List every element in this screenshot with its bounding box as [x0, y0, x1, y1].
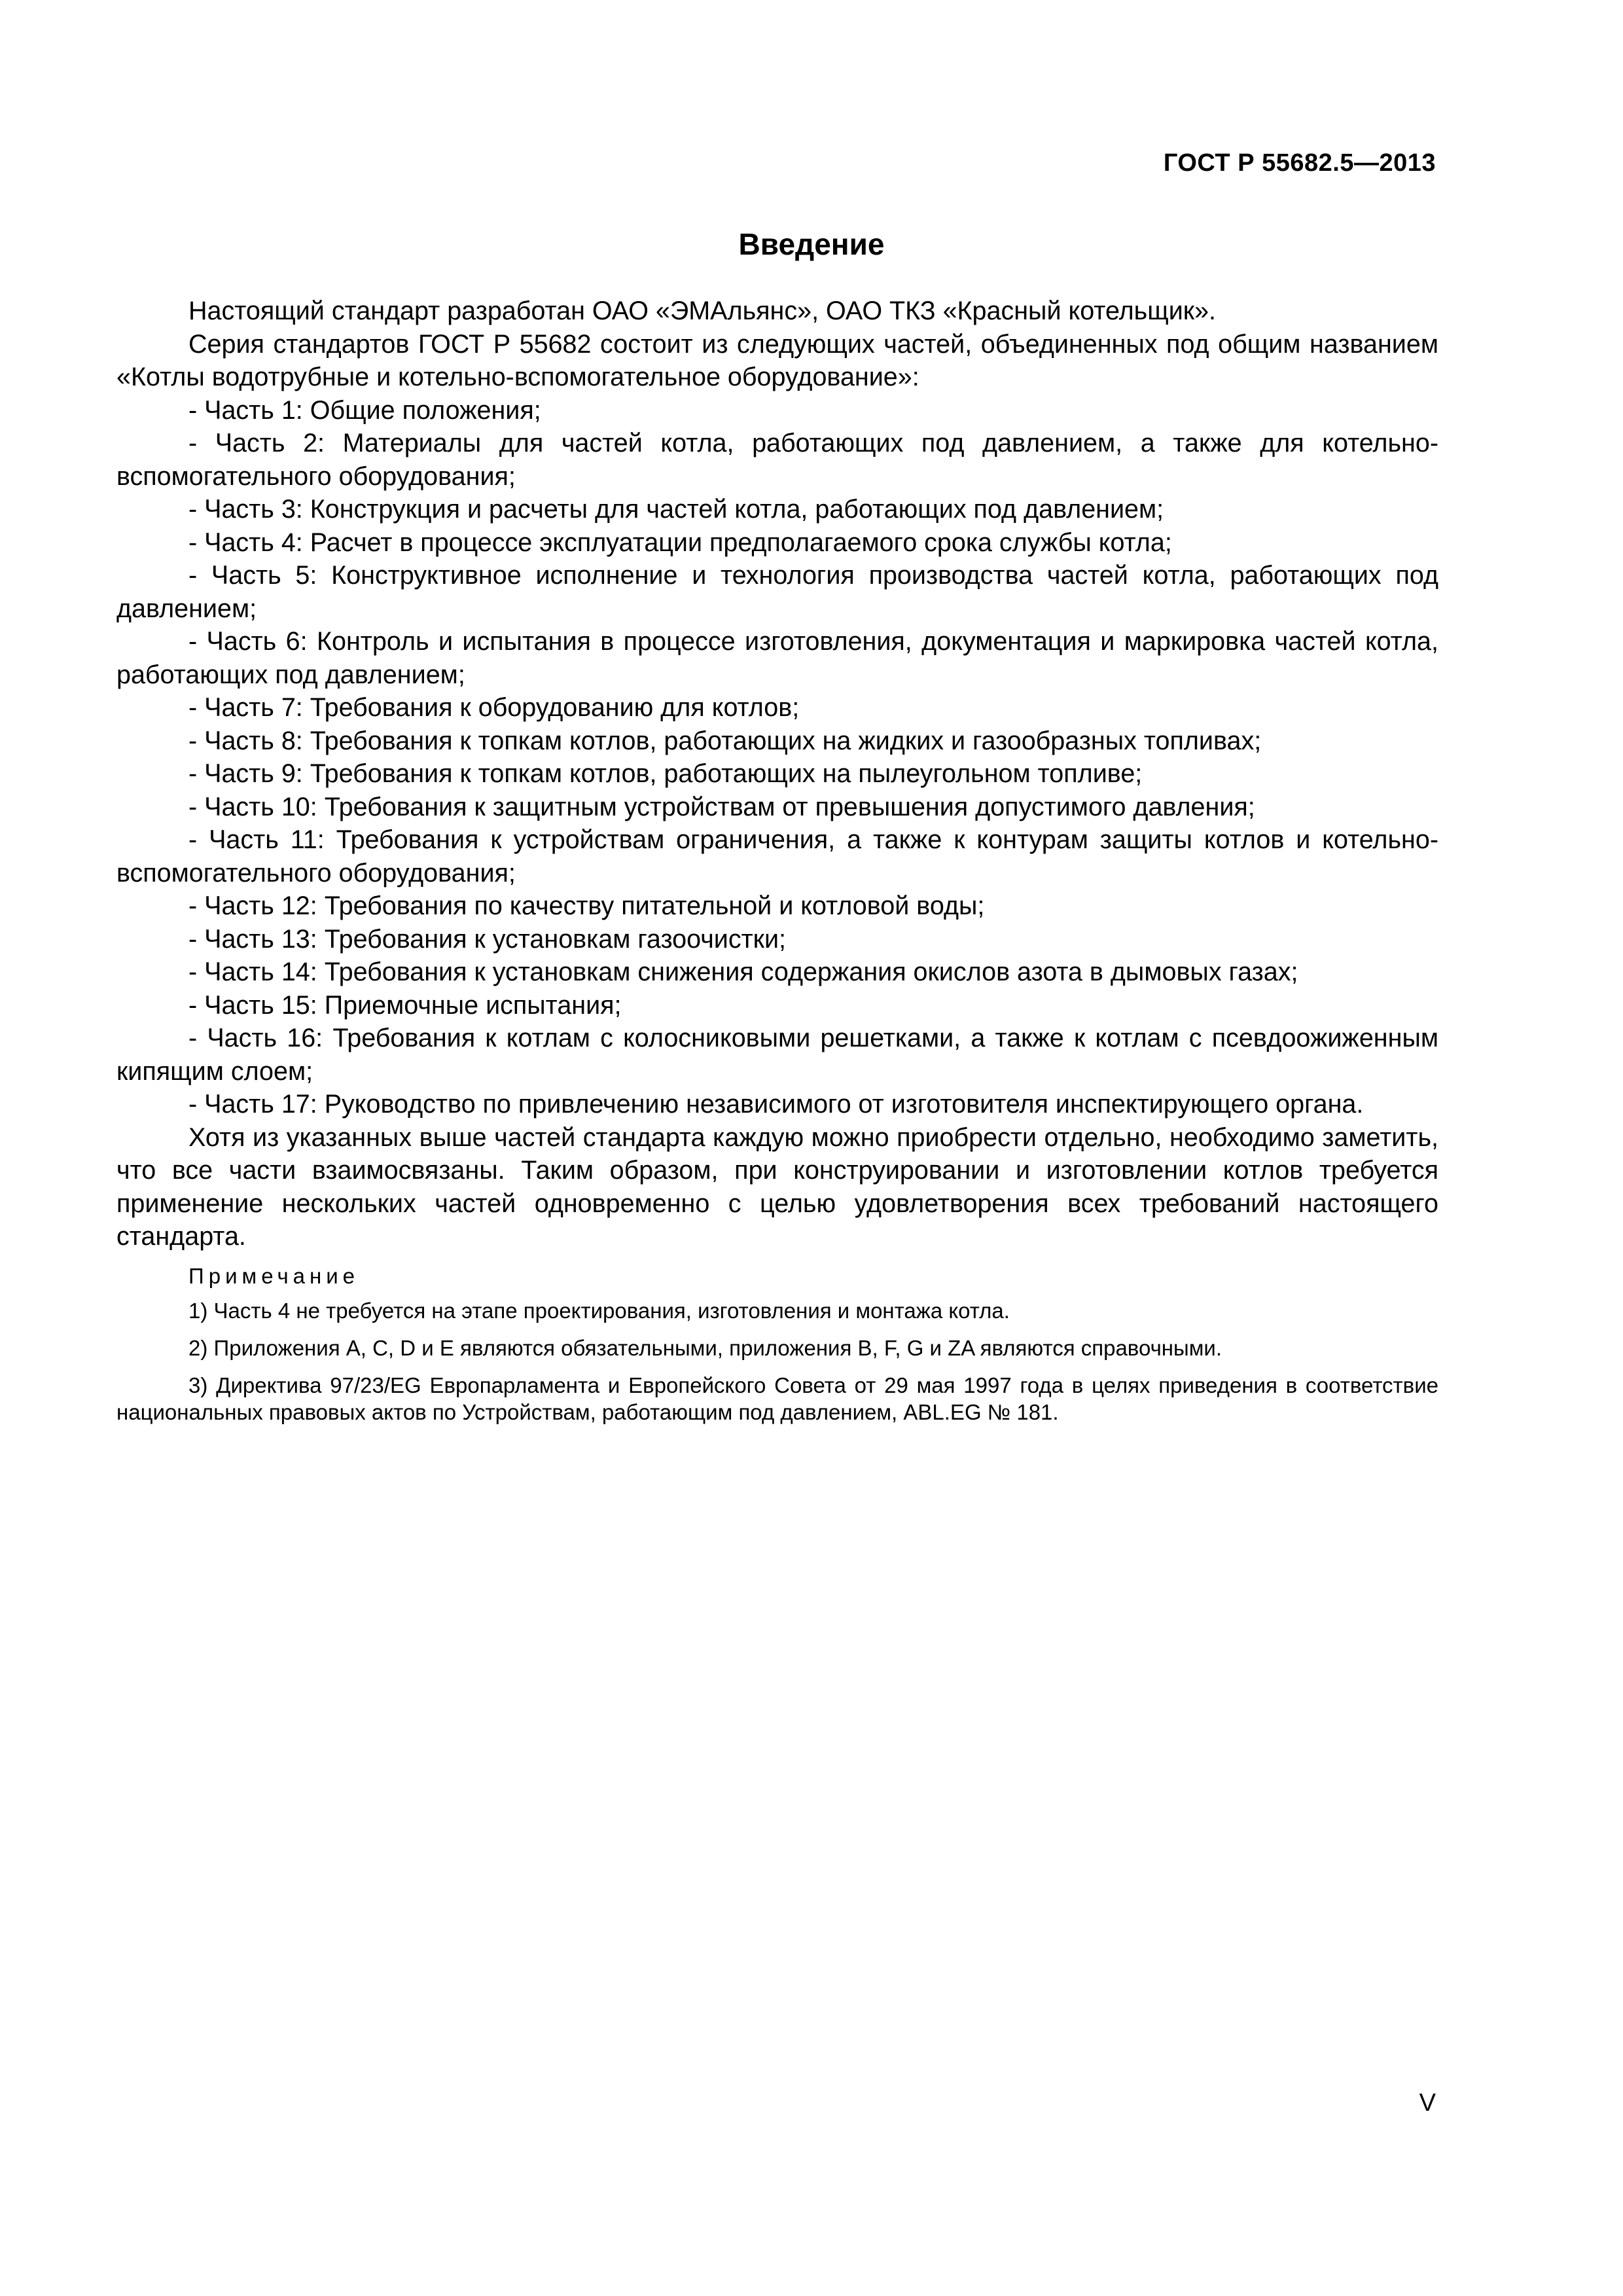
list-item: - Часть 3: Конструкция и расчеты для частей котла, работающих под давлением;	[188, 495, 1164, 524]
note-item: 3) Директива 97/23/EG Европарламента и Европейского Совета от 29 мая 1997 года в целях приведения в соответствие национальных правовых актов по Устройствам, работающим под давлением, ABL.EG № 181.	[116, 1372, 1438, 1424]
list-item: - Часть 12: Требования по качеству питательной и котловой воды;	[188, 891, 985, 920]
list-item: - Часть 15: Приемочные испытания;	[188, 990, 622, 1020]
list-item: - Часть 9: Требования к топкам котлов, работающих на пылеугольном топливе;	[188, 759, 1143, 788]
list-item: - Часть 10: Требования к защитным устройствам от превышения допустимого давления;	[188, 792, 1255, 821]
list-item: - Часть 8: Требования к топкам котлов, работающих на жидких и газообразных топливах;	[188, 726, 1262, 755]
paragraph: Настоящий стандарт разработан ОАО «ЭМАльянс», ОАО ТКЗ «Красный котельщик».	[188, 296, 1217, 325]
page-number: V	[1419, 2089, 1436, 2117]
notes-block	[116, 1263, 1438, 1426]
list-item: - Часть 11: Требования к устройствам ограничения, а также к контурам защиты котлов и котельно-вспомогательного оборудования;	[116, 825, 1438, 888]
document-code: ГОСТ Р 55682.5—2013	[1163, 149, 1436, 177]
notes-title: Примечание	[188, 1263, 360, 1288]
note-item: 2) Приложения А, С, D и Е являются обязательными, приложения В, F, G и ZA являются справочными.	[188, 1335, 1222, 1360]
list-item: - Часть 17: Руководство по привлечению независимого от изготовителя инспектирующего органа.	[188, 1090, 1364, 1119]
body-text	[116, 295, 1438, 1436]
note-item: 1) Часть 4 не требуется на этапе проектирования, изготовления и монтажа котла.	[188, 1298, 1010, 1323]
paragraph: Серия стандартов ГОСТ Р 55682 состоит из следующих частей, объединенных под общим названием «Котлы водотрубные и котельно-вспомогательное оборудование»:	[116, 329, 1438, 391]
list-item: - Часть 2: Материалы для частей котла, работающих под давлением, а также для котельно-вспомогательного оборудования;	[116, 429, 1438, 491]
list-item: - Часть 1: Общие положения;	[188, 395, 541, 425]
list-item: - Часть 16: Требования к котлам с колосниковыми решетками, а также к котлам с псевдоожиженным кипящим слоем;	[116, 1024, 1438, 1086]
list-item: - Часть 6: Контроль и испытания в процессе изготовления, документация и маркировка частей котла, работающих под давлением;	[116, 627, 1438, 689]
list-item: - Часть 4: Расчет в процессе эксплуатации предполагаемого срока службы котла;	[188, 528, 1172, 557]
list-item: - Часть 14: Требования к установкам снижения содержания окислов азота в дымовых газах;	[188, 958, 1298, 986]
list-item: - Часть 13: Требования к установкам газоочистки;	[188, 924, 786, 954]
list-item: - Часть 7: Требования к оборудованию для котлов;	[188, 693, 800, 722]
list-item: - Часть 5: Конструктивное исполнение и технология производства частей котла, работающих под давлением;	[116, 561, 1438, 623]
section-title: Введение	[738, 227, 885, 261]
paragraph: Хотя из указанных выше частей стандарта каждую можно приобрести отдельно, необходимо заметить, что все части взаимосвязаны. Таким образом, при конструировании и изготовлении котлов требуется применение нескольких частей одновременно с целью удовлетворения всех требований настоящего стандарта.	[116, 1122, 1438, 1251]
